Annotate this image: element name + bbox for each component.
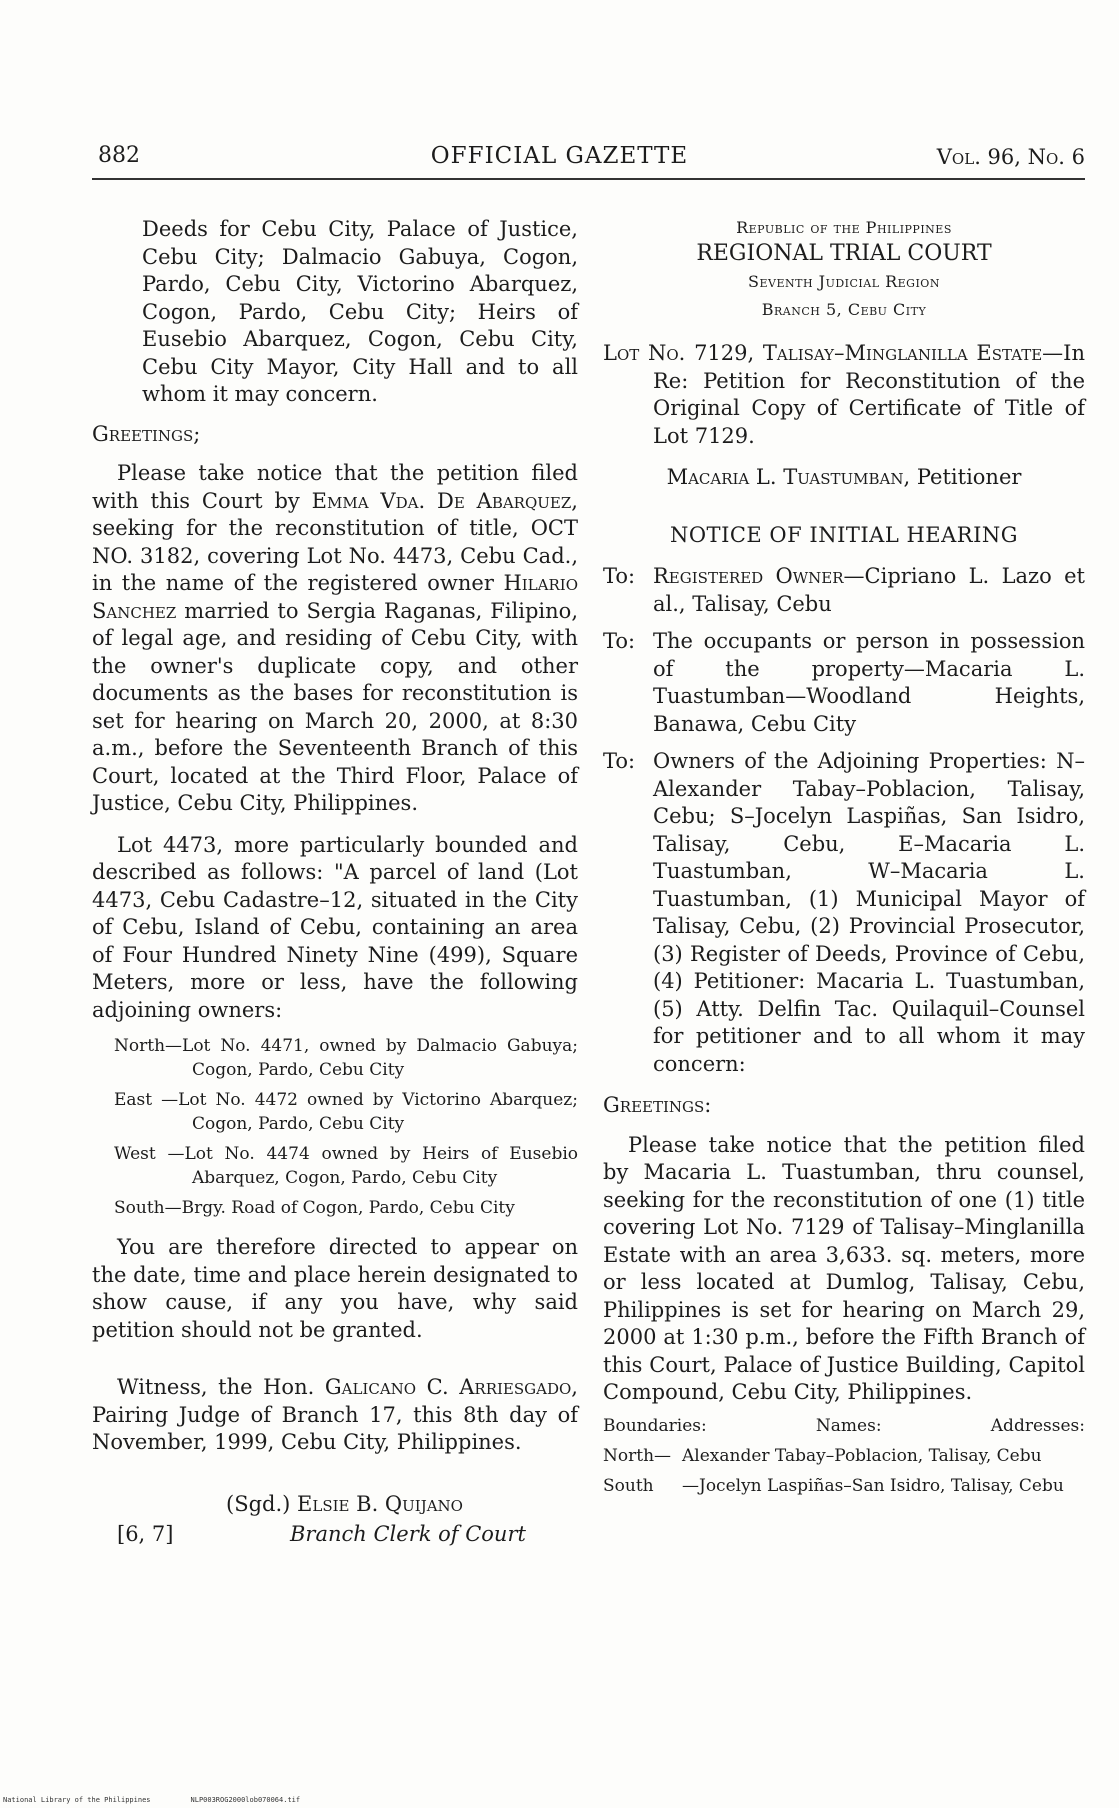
publication-title: OFFICIAL GAZETTE [430, 143, 689, 169]
petitioner-name: Emma Vda. De Abarquez [311, 488, 572, 513]
greetings: Greetings: [603, 1093, 712, 1117]
scan-footer [3, 1796, 340, 1804]
sgd-mark: (Sgd.) [226, 1491, 291, 1516]
boundary-direction: North— [114, 1036, 183, 1056]
boundary-east [92, 1088, 578, 1136]
text-run: , Pairing Judge of Branch 17, this 8th day of November, 1999, Cebu City, Philippines. [92, 1375, 578, 1454]
to-registered-owner [603, 563, 1085, 618]
notice-paragraph: Please take notice that the petition filed by Macaria L. Tuastumban, thru counsel, seeking for the reconstitution of one (1) title covering Lot No. 7129 of Talisay–Minglanilla Estate with an area 3,633. sq. meters, more or less located at Dumlog, Talisay, Cebu, Philippines is set for hearing on March 29, 2000 at 1:30 p.m., before the Fifth Branch of this Court, Palace of Justice Building, Capitol Compound, Cebu City, Philippines. [603, 1132, 1085, 1404]
to-adjoining-owners [603, 748, 1085, 1078]
to-label: To: [603, 749, 636, 773]
lot-name: Lot No. 7129, Talisay–Minglanilla Estate [603, 341, 1043, 365]
boundary-north [92, 1034, 578, 1082]
boundary-west [92, 1142, 578, 1190]
judicial-region: Seventh Judicial Region [748, 272, 940, 291]
boundary-south [603, 1474, 1085, 1498]
addresses-label: Addresses: [990, 1415, 1085, 1436]
witness-paragraph [92, 1374, 578, 1457]
case-title [603, 340, 1085, 450]
library-credit: National Library of the Philippines [3, 1796, 151, 1804]
boundary-text: Lot No. 4471, owned by Dalmacio Gabuya; Cogon, Pardo, Cebu City [182, 1036, 578, 1080]
volume-number: Vol. 96, No. 6 [936, 145, 1085, 169]
boundary-direction: South [603, 1476, 654, 1496]
petitioner-label: , Petitioner [903, 465, 1022, 489]
republic-line: Republic of the Philippines [736, 218, 952, 237]
judge-name: Galicano C. Arriesgado [324, 1375, 572, 1399]
addressee-list: Deeds for Cebu City, Palace of Justice, Cebu City; Dalmacio Gabuya, Cogon, Pardo, Cebu City, Victorino Abarquez, Cogon, Pardo, Cebu City; Heirs of Eusebio Abarquez, Cogon, Cebu City, Cebu City Mayor, City Hall and to all whom it may concern. [142, 217, 578, 406]
boundaries-table [603, 1444, 1085, 1498]
boundaries-label: Boundaries: [603, 1415, 707, 1436]
boundary-direction: East — [114, 1090, 179, 1110]
greetings: Greetings; [92, 421, 201, 446]
text-run: married to Sergia Raganas, Filipino, of legal age, and residing of Cebu City, with the owner's duplicate copy, and other documents as the bases for reconstitution is set for hearing on March 20, 2000, at 8:30 a.m., before the Seventeenth Branch of this Court, located at the Third Floor, Palace of Justice, Cebu City, Philippines. [92, 598, 578, 815]
text-run: Please take notice that the petition filed with this Court by [92, 461, 578, 513]
boundary-direction: North— [603, 1446, 672, 1466]
boundaries-header [603, 1413, 1085, 1441]
header-rule [92, 178, 1085, 180]
owner-name: Hilario Sanchez [92, 571, 578, 623]
boundaries-list [92, 1034, 578, 1220]
boundary-text: Lot No. 4472 owned by Victorino Abarquez; Cogon, Pardo, Cebu City [178, 1090, 578, 1134]
addressee-text: The occupants or person in possession of the property—Macaria L. Tuastumban—Woodland Heights, Banawa, Cebu City [653, 629, 1085, 736]
directive-paragraph: You are therefore directed to appear on the date, time and place herein designated to show cause, if any you have, why said petition should not be granted. [92, 1235, 578, 1342]
boundary-direction: South— [114, 1198, 182, 1218]
boundary-text: —Jocelyn Laspiñas–San Isidro, Talisay, Cebu [682, 1476, 1064, 1496]
scan-filename: NLP003ROG2000lob070064.tif [190, 1796, 301, 1804]
boundary-direction: West — [114, 1144, 185, 1164]
lot-description: Lot 4473, more particularly bounded and described as follows: "A parcel of land (Lot 4473, Cebu Cadastre–12, situated in the City of Cebu, Island of Cebu, containing an area of Four Hundred Ninety Nine (499), Square Meters, more or less, have the following adjoining owners: [92, 832, 578, 1022]
court-heading [603, 216, 1085, 324]
text-run: Witness, the Hon. [117, 1375, 325, 1399]
boundary-text: Brgy. Road of Cogon, Pardo, Cebu City [181, 1198, 515, 1218]
addressee-text: Owners of the Adjoining Properties: N–Alexander Tabay–Poblacion, Talisay, Cebu; S–Jocelyn Laspiñas, San Isidro, Talisay, Cebu, E–Macaria L. Tuastumban, W–Macaria L. Tuastumban, (1) Municipal Mayor of Talisay, Cebu, (2) Provincial Prosecutor, (3) Register of Deeds, Province of Cebu, (4) Petitioner: Macaria L. Tuastumban, (5) Atty. Delfin Tac. Quilaquil–Counsel for petitioner and to all whom it may concern: [653, 749, 1085, 1076]
left-column [92, 216, 578, 1551]
to-occupants [603, 628, 1085, 738]
notice-title: NOTICE OF INITIAL HEARING [669, 522, 1019, 547]
names-label: Names: [815, 1415, 882, 1436]
addressee-text: —Cipriano L. Lazo et al., Talisay, Cebu [653, 564, 1085, 616]
boundary-text: Alexander Tabay–Poblacion, Talisay, Cebu [682, 1446, 1042, 1466]
petitioner-line [603, 464, 1085, 492]
to-label: To: [603, 564, 636, 588]
to-label: To: [603, 629, 636, 653]
issue-reference: [6, 7] [117, 1521, 174, 1546]
addressee-role: Registered Owner [653, 564, 844, 588]
signature-block [92, 1491, 578, 1551]
case-subject: —In Re: Petition for Reconstitution of the Original Copy of Certificate of Title of Lot 7129. [653, 341, 1085, 448]
boundary-south [92, 1196, 578, 1220]
court-name: REGIONAL TRIAL COURT [696, 241, 992, 266]
notice-paragraph [92, 460, 578, 818]
text-run: , seeking for the reconstitution of title, OCT NO. 3182, covering Lot No. 4473, Cebu Cad., in the name of the registered owner [92, 488, 578, 595]
signature-line [226, 1491, 463, 1519]
boundary-text: Lot No. 4474 owned by Heirs of Eusebio Abarquez, Cogon, Pardo, Cebu City [184, 1144, 578, 1188]
signer-name: Elsie B. Quijano [297, 1491, 463, 1516]
right-column [603, 216, 1085, 1498]
branch-line: Branch 5, Cebu City [761, 300, 927, 319]
page-number: 882 [98, 143, 140, 168]
petitioner-name: Macaria L. Tuastumban [666, 465, 904, 489]
signer-role: Branch Clerk of Court [290, 1521, 526, 1546]
boundary-north [603, 1444, 1085, 1468]
